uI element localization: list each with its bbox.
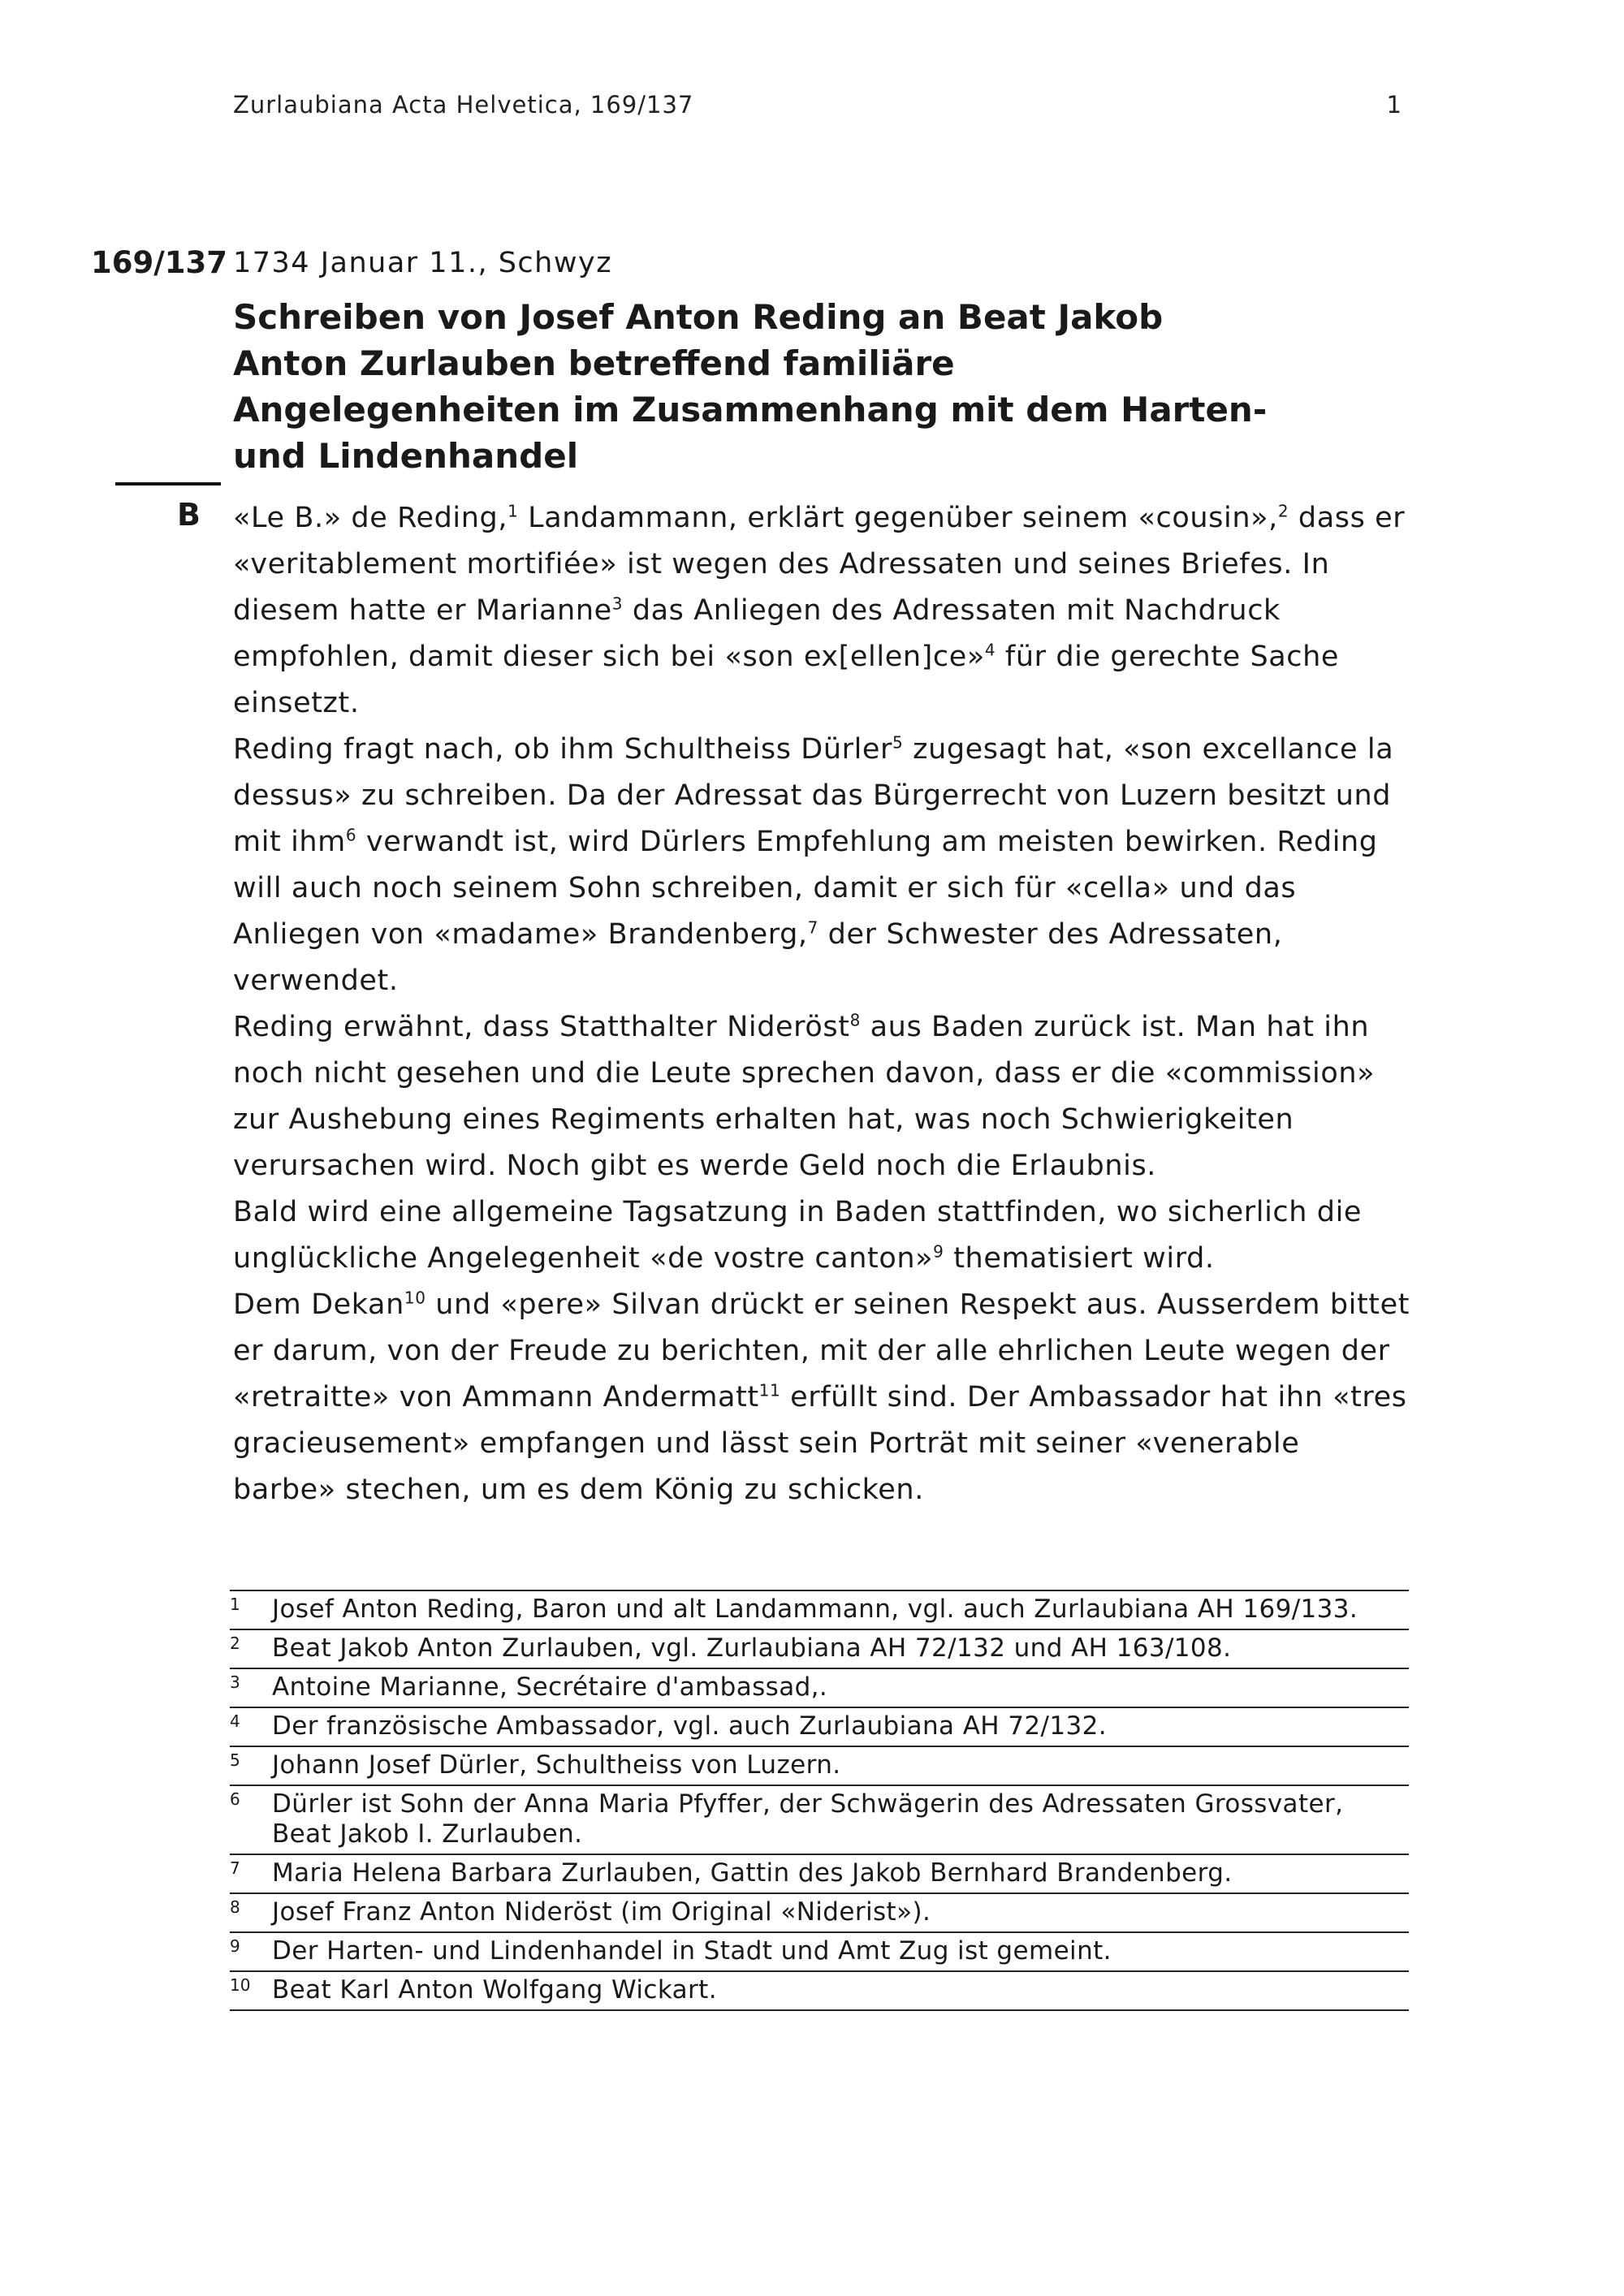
footnote-ref[interactable]: 10 bbox=[404, 1288, 426, 1308]
footnote bbox=[230, 1746, 1409, 1785]
paragraph bbox=[233, 1282, 1410, 1513]
text-run: zugesagt hat, «son excellance la dessus» zu schreiben. Da der Adressat das Bürgerrecht von Luzern besitzt und mit ihm bbox=[233, 733, 1394, 858]
paragraph bbox=[233, 1189, 1410, 1282]
footnote bbox=[230, 1629, 1409, 1668]
footnote-ref[interactable]: 3 bbox=[611, 593, 624, 614]
footnote-number: 8 bbox=[230, 1897, 240, 1917]
text-run: der Schwester des Adressaten, verwendet. bbox=[233, 918, 1283, 997]
footnote-text: Beat Jakob Anton Zurlauben, vgl. Zurlaubiana AH 72/132 und AH 163/108. bbox=[272, 1634, 1232, 1663]
footnote-ref[interactable]: 7 bbox=[807, 917, 818, 938]
footnote-text: Beat Karl Anton Wolfgang Wickart. bbox=[272, 1975, 717, 2005]
section-label: B bbox=[177, 497, 201, 533]
footnote bbox=[230, 1785, 1409, 1854]
footnote-ref[interactable]: 9 bbox=[933, 1241, 944, 1262]
paragraph bbox=[233, 727, 1410, 1004]
footnotes bbox=[230, 1590, 1409, 2011]
header-title: Zurlaubiana Acta Helvetica, 169/137 bbox=[233, 91, 694, 119]
document-date: 1734 Januar 11., Schwyz bbox=[233, 247, 613, 279]
footnote-text: Josef Anton Reding, Baron und alt Landammann, vgl. auch Zurlaubiana AH 169/133. bbox=[272, 1595, 1358, 1624]
footnote-number: 6 bbox=[230, 1789, 240, 1809]
section-divider bbox=[115, 482, 221, 486]
paragraph bbox=[233, 495, 1410, 727]
text-run: Reding erwähnt, dass Statthalter Nideröst bbox=[233, 1011, 850, 1043]
document-number: 169/137 bbox=[91, 245, 227, 280]
footnote-number: 5 bbox=[230, 1750, 240, 1770]
text-run: erfüllt sind. Der Ambassador hat ihn «tres gracieusement» empfangen und lässt sein Porträt mit seiner «venerable barbe» stechen, um es dem König zu schicken. bbox=[233, 1381, 1407, 1506]
footnote bbox=[230, 1931, 1409, 1970]
footnote bbox=[230, 1970, 1409, 2011]
footnote-text: Antoine Marianne, Secrétaire d'ambassad,. bbox=[272, 1672, 828, 1702]
footnote-text: Der französische Ambassador, vgl. auch Zurlaubiana AH 72/132. bbox=[272, 1711, 1107, 1741]
document-title: Schreiben von Josef Anton Reding an Beat Jakob Anton Zurlauben betreffend familiäre Angelegenheiten im Zusammenhang mit dem Harten- und Lindenhandel bbox=[233, 297, 1268, 476]
footnote bbox=[230, 1892, 1409, 1931]
footnote-number: 9 bbox=[230, 1936, 240, 1956]
text-run: das Anliegen des Adressaten mit Nachdruck empfohlen, damit dieser sich bei «son ex[ellen]ce» bbox=[233, 594, 1281, 673]
paragraph bbox=[233, 1004, 1410, 1189]
page-number: 1 bbox=[1386, 91, 1402, 119]
footnote-ref[interactable]: 5 bbox=[892, 732, 904, 753]
footnote-number: 7 bbox=[230, 1858, 240, 1878]
footnote-ref[interactable]: 4 bbox=[984, 640, 996, 660]
footnote-number: 2 bbox=[230, 1634, 240, 1653]
text-run: Dem Dekan bbox=[233, 1288, 404, 1321]
text-run: Landammann, erklärt gegenüber seinem «cousin», bbox=[518, 502, 1278, 534]
summary-text bbox=[233, 495, 1410, 1513]
footnote-text: Johann Josef Dürler, Schultheiss von Luzern. bbox=[272, 1750, 841, 1780]
text-run: für die gerechte Sache einsetzt. bbox=[233, 641, 1340, 719]
footnote-number: 4 bbox=[230, 1711, 240, 1731]
text-run: Reding fragt nach, ob ihm Schultheiss Dürler bbox=[233, 733, 893, 766]
text-run: «Le B.» de Reding, bbox=[233, 502, 508, 534]
footnote bbox=[230, 1707, 1409, 1746]
footnote-number: 10 bbox=[230, 1975, 251, 1995]
footnote-number: 3 bbox=[230, 1672, 240, 1692]
footnote-ref[interactable]: 8 bbox=[849, 1010, 861, 1030]
footnote-text: Josef Franz Anton Nideröst (im Original «Niderist»). bbox=[272, 1897, 931, 1927]
footnote bbox=[230, 1854, 1409, 1892]
footnote-ref[interactable]: 6 bbox=[345, 825, 357, 845]
footnote-number: 1 bbox=[230, 1595, 240, 1614]
footnote bbox=[230, 1668, 1409, 1707]
text-run: dass er «veritablement mortifiée» ist wegen des Adressaten und seines Briefes. In diesem hatte er Marianne bbox=[233, 502, 1406, 627]
text-run: thematisiert wird. bbox=[944, 1242, 1215, 1275]
footnote-ref[interactable]: 1 bbox=[508, 501, 519, 521]
footnote-ref[interactable]: 2 bbox=[1277, 501, 1289, 521]
text-run: verwandt ist, wird Dürlers Empfehlung am meisten bewirken. Reding will auch noch seinem Sohn schreiben, damit er sich für «cella» und das Anliegen von «madame» Brandenberg, bbox=[233, 826, 1378, 951]
footnote bbox=[230, 1590, 1409, 1629]
running-header bbox=[233, 91, 1402, 119]
text-run: aus Baden zurück ist. Man hat ihn noch nicht gesehen und die Leute sprechen davon, dass er die «commission» zur Aushebung eines Regiments erhalten hat, was noch Schwierigkeiten verursachen wird. Noch gibt es werde Geld noch die Erlaubnis. bbox=[233, 1011, 1376, 1182]
text-run: Bald wird eine allgemeine Tagsatzung in Baden stattfinden, wo sicherlich die unglückliche Angelegenheit «de vostre canton» bbox=[233, 1196, 1363, 1275]
footnote-text: Der Harten- und Lindenhandel in Stadt und Amt Zug ist gemeint. bbox=[272, 1936, 1112, 1966]
text-run: und «pere» Silvan drückt er seinen Respekt aus. Ausserdem bittet er darum, von der Freude zu berichten, mit der alle ehrlichen Leute wegen der «retraitte» von Ammann Andermatt bbox=[233, 1288, 1410, 1413]
footnote-ref[interactable]: 11 bbox=[758, 1380, 781, 1400]
footnote-text: Maria Helena Barbara Zurlauben, Gattin des Jakob Bernhard Brandenberg. bbox=[272, 1858, 1233, 1888]
footnote-text: Dürler ist Sohn der Anna Maria Pfyffer, der Schwägerin des Adressaten Grossvater, Beat Jakob I. Zurlauben. bbox=[272, 1789, 1344, 1849]
